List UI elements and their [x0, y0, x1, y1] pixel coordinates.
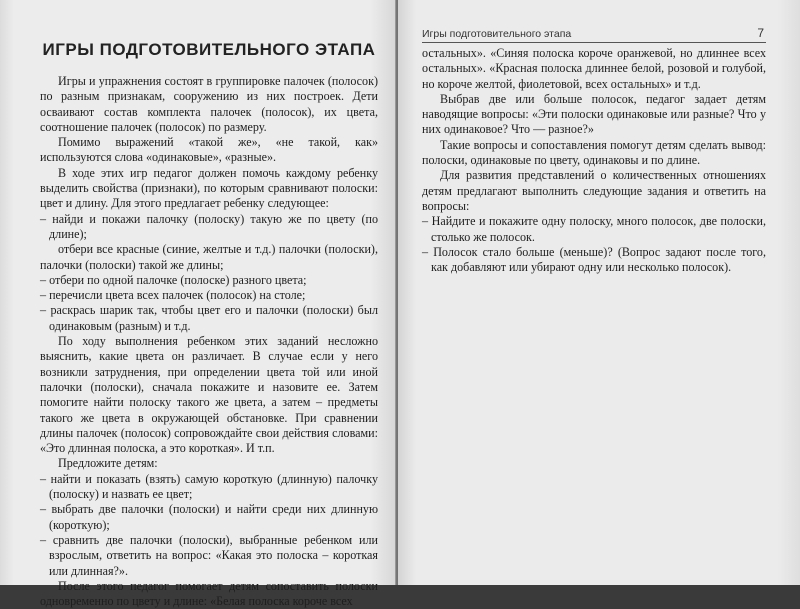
paragraph: Такие вопросы и сопоставления помогут детям сделать вывод: полоски, одинаковые по цвету, одинаковы и по длине. — [422, 137, 766, 168]
left-page-text — [40, 74, 378, 609]
chapter-title: ИГРЫ ПОДГОТОВИТЕЛЬНОГО ЭТАПА — [42, 40, 376, 59]
paragraph: – раскрась шарик так, чтобы цвет его и палочки (полоски) был одинаковым (разным) и т.д. — [40, 303, 378, 333]
paragraph: По ходу выполнения ребенком этих заданий несложно выяснить, какие цвета он различает. В случае если у него возникли затруднения, при определении цвета той или иной палочки (полоски), сначала покажите и назовите ее. Затем помогите найти полоску такого же цвета, а затем – предметы такого же цвета в окружающей обстановке. При сравнении длины палочек (полосок) сопровождайте свои действия словами: «Это длинная полоска, а это короткая». И т.п. — [40, 334, 378, 456]
running-head-title: Игры подготовительного этапа — [422, 28, 572, 40]
running-head — [422, 26, 766, 43]
paragraph: Для развития представлений о количественных отношениях детям предлагают выполнить следующие задания и ответить на вопросы: — [422, 168, 766, 213]
paragraph: – найди и покажи палочку (полоску) такую же по цвету (по длине); — [40, 211, 378, 241]
paragraph: остальных». «Синяя полоска короче оранжевой, но длиннее всех остальных». «Красная полоска длиннее белой, розовой и голубой, но короче желтой, фиолетовой, всех остальных» и т.д. — [422, 46, 766, 91]
paragraph: Игры и упражнения состоят в группировке палочек (полосок) по разным признакам, сооружению из них построек. Дети осваивают состав комплекта палочек (полосок), их цвета, соотношение палочек (полосок) по размеру. — [40, 74, 378, 134]
paragraph: Предложите детям: — [58, 456, 158, 471]
paragraph: Помимо выражений «такой же», «не такой, как» используются слова «одинаковые», «разные». — [40, 135, 378, 165]
paragraph: – выбрать две палочки (полоски) и найти среди них длинную (короткую); — [40, 502, 378, 532]
right-page-text — [422, 46, 766, 275]
paragraph: В ходе этих игр педагог должен помочь каждому ребенку выделить свойства (признаки), по которым сравнивают полоски: цвет и длину. Для этого предлагает ребенку следующее: — [40, 165, 378, 211]
paragraph: – перечисли цвета всех палочек (полосок) на столе; — [40, 288, 306, 303]
paragraph: После этого педагог помогает детям сопоставить полоски одновременно по цвету и длине: «Белая полоска короче всех — [40, 578, 378, 609]
paragraph: – Полосок стало больше (меньше)? (Вопрос задают после того, как добавляют или убирают одну или несколько полосок). — [422, 244, 766, 275]
paragraph: отбери все красные (синие, желтые и т.д.) палочки (полоски), палочки (полоски) такой же длины; — [40, 242, 378, 272]
paragraph: Выбрав две или больше полосок, педагог задает детям наводящие вопросы: «Эти полоски одинаковые или разные? Что у них одинаковое? Что — разное?» — [422, 91, 766, 137]
paragraph: – отбери по одной палочке (полоске) разного цвета; — [40, 272, 307, 287]
paragraph: – найти и показать (взять) самую короткую (длинную) палочку (полоску) и назвать ее цвет; — [40, 471, 378, 502]
paragraph: – Найдите и покажите одну полоску, много полосок, две полоски, столько же полосок. — [422, 214, 766, 244]
right-page — [398, 0, 800, 585]
page-number: 7 — [757, 26, 764, 40]
left-page — [0, 0, 396, 609]
paragraph: – сравнить две палочки (полоски), выбранные ребенком или взрослым, ответить на вопрос: «Какая это полоска – короткая или длинная?». — [40, 532, 378, 578]
